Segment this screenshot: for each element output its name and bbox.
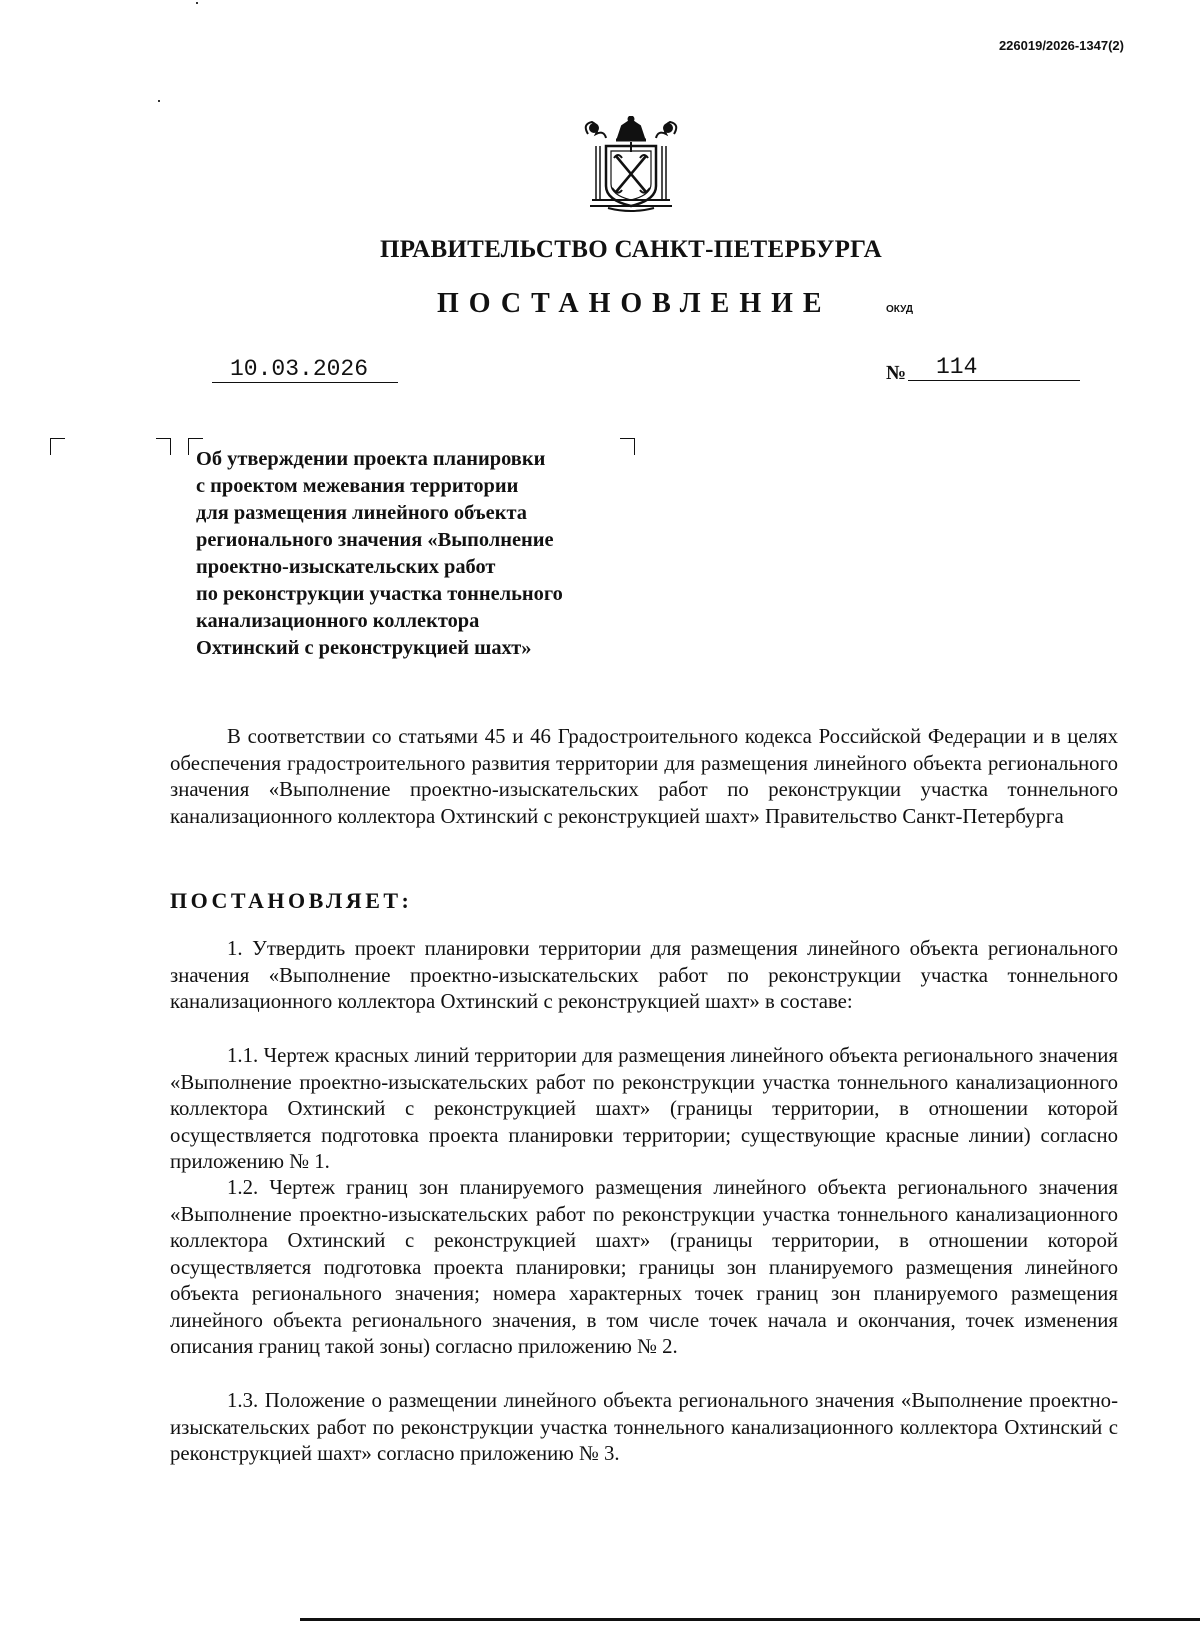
document-type-heading: ПОСТАНОВЛЕНИЕ xyxy=(437,288,832,319)
number-sign: № xyxy=(886,362,907,384)
title-line: с проектом межевания территории xyxy=(196,475,519,497)
decree-date: 10.03.2026 xyxy=(212,356,398,383)
scan-speck xyxy=(196,2,198,4)
item-1-1-paragraph: 1.1. Чертеж красных линий территории для размещения линейного объекта регионального значения «Выполнение проектно-изыскательских работ по реконструкции участка тоннельного канализационного коллектора Охтинский с реконструкцией шахт» (границы территории, в отношении которой осуществляется подготовка проекта планировки территории; существующие красные линии) согласно приложению № 1. xyxy=(170,1044,1118,1173)
item-1-2-paragraph: 1.2. Чертеж границ зон планируемого размещения линейного объекта регионального значения «Выполнение проектно-изыскательских работ по реконструкции участка тоннельного канализационного коллектора Охтинский с реконструкцией шахт» (границы территории, в отношении которой осуществляется подготовка проекта планировки; границы зон планируемого размещения линейного объекта регионального значения; номера характерных точек границ зон планируемого размещения линейного объекта регионального значения, в том числе точек начала и окончания, точек изменения описания границ такой зоны) согласно приложению № 2. xyxy=(170,1176,1118,1358)
coat-of-arms-emblem xyxy=(578,116,684,214)
corner-mark-title-left-outer xyxy=(156,438,171,455)
title-line: по реконструкции участка тоннельного xyxy=(196,583,563,605)
preamble-paragraph: В соответствии со статьями 45 и 46 Градостроительного кодекса Российской Федерации и в целях обеспечения градостроительного развития территории для размещения линейного объекта регионального значения «Выполнение проектно-изыскательских работ по реконструкции участка тоннельного канализационного коллектора Охтинский с реконструкцией шахт» Правительство Санкт-Петербурга xyxy=(170,725,1118,828)
scan-speck xyxy=(158,100,160,102)
decree-title xyxy=(196,446,656,662)
title-line: Об утверждении проекта планировки xyxy=(196,448,546,470)
title-line: Охтинский с реконструкцией шахт» xyxy=(196,637,532,659)
resolves-heading: ПОСТАНОВЛЯЕТ: xyxy=(170,888,413,913)
decree-number: 114 xyxy=(908,354,1080,381)
title-line: регионального значения «Выполнение xyxy=(196,529,554,551)
item-1-paragraph: 1. Утвердить проект планировки территории для размещения линейного объекта регионального значения «Выполнение проектно-изыскательских работ по реконструкции участка тоннельного канализационного коллектора Охтинский с реконструкцией шахт» в составе: xyxy=(170,937,1118,1013)
item-1-3-paragraph: 1.3. Положение о размещении линейного объекта регионального значения «Выполнение проектно-изыскательских работ по реконструкции участка тоннельного канализационного коллектора Охтинский с реконструкцией шахт» согласно приложению № 3. xyxy=(170,1389,1118,1465)
scan-edge-line xyxy=(300,1618,1200,1621)
government-name-heading: ПРАВИТЕЛЬСТВО САНКТ-ПЕТЕРБУРГА xyxy=(379,236,883,263)
document-registration-number: 226019/2026-1347(2) xyxy=(998,38,1124,53)
title-line: проектно-изыскательских работ xyxy=(196,556,496,578)
okud-label: ОКУД xyxy=(886,304,913,315)
title-line: для размещения линейного объекта xyxy=(196,502,527,524)
title-line: канализационного коллектора xyxy=(196,610,480,632)
corner-mark-left xyxy=(50,438,65,455)
